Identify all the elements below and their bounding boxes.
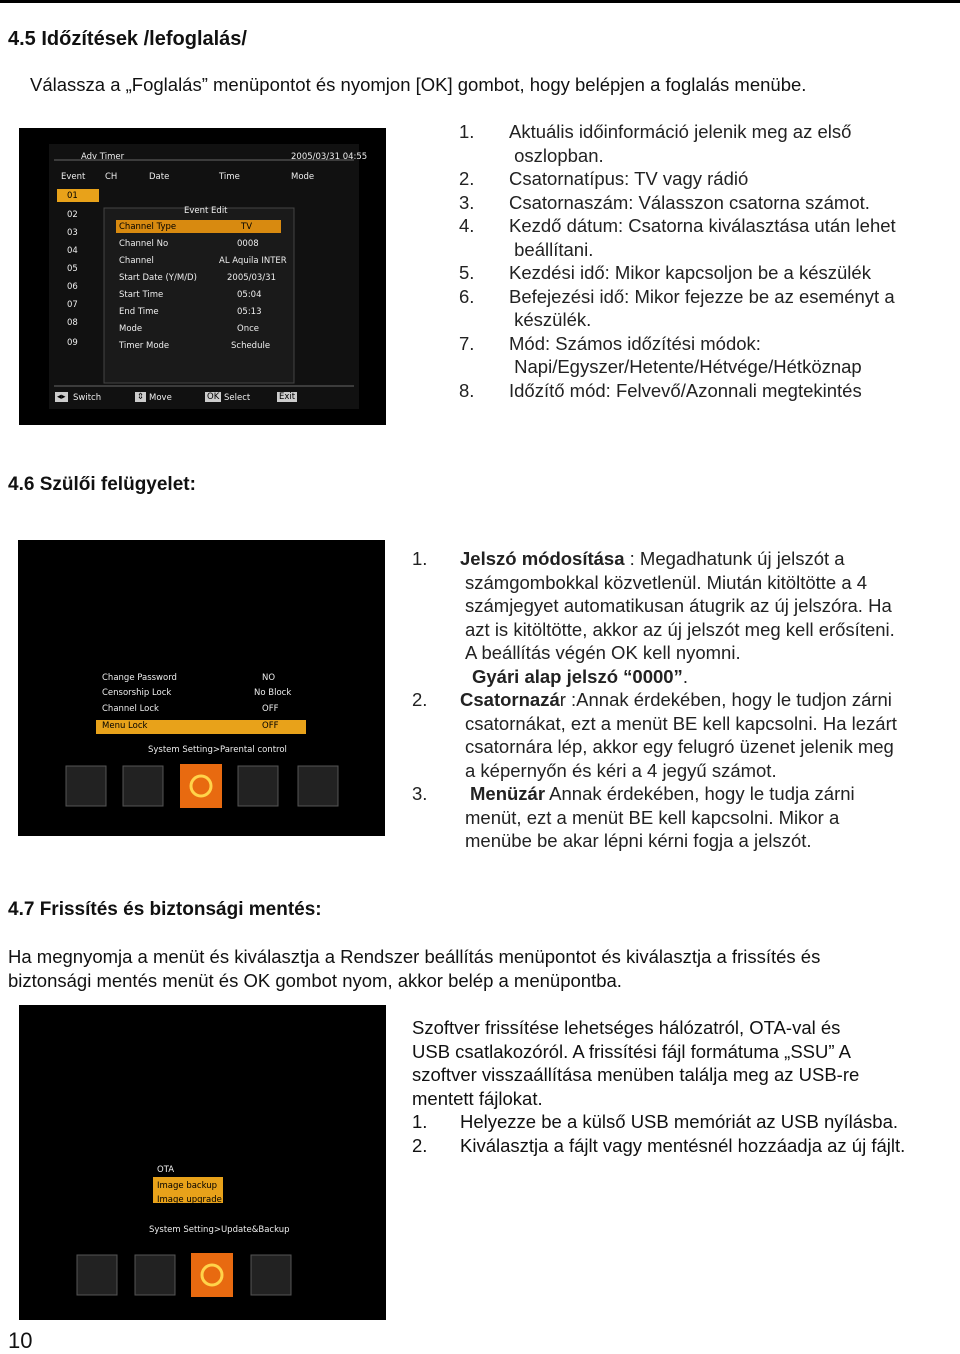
list-item: 2. Kiválasztja a fájlt vagy mentésnél hozzáadja az új fájlt. [412,1134,906,1156]
field-label[interactable]: Channel Type [119,222,177,232]
list-item: 3. Csatornaszám: Válasszon csatorna számot. [459,191,870,213]
event-row-03[interactable]: 03 [67,228,78,238]
list-item: 1. Helyezze be a külső USB memóriát az USB nyílásba. [412,1111,899,1132]
parental-row-label[interactable]: Menu Lock [102,721,148,731]
footer-switch: Switch [73,393,102,403]
col-date: Date [149,172,170,182]
switch-key-icon: ◂▸ [57,392,66,402]
field-label[interactable]: Timer Mode [119,341,170,351]
list-item: 3. Menüzár Annak érdekében, hogy le tudja zárni menüt, ezt a menüt BE kell kapcsolni. Mikor a menübe be akar lépni kérni fogja a jelszót. [412,783,855,851]
field-value[interactable]: AL Aquila INTER [219,256,287,266]
update-backup-screenshot [19,1005,386,1320]
update-screen-graphic [19,1005,386,1320]
event-row-06[interactable]: 06 [67,282,78,292]
parental-row-label[interactable]: Change Password [102,673,177,683]
parental-screen-graphic [18,540,385,836]
col-time: Time [219,172,240,182]
list-item: 6. Befejezési idő: Mikor fejezze be az eseményt a készülék. [459,285,895,330]
page-number: 10 [8,1328,33,1353]
footer-move: Move [149,393,172,403]
field-label[interactable]: Start Date (Y/M/D) [119,273,197,283]
parental-row-value[interactable]: OFF [262,721,279,731]
footer-select: Select [224,393,251,403]
parental-row-value[interactable]: OFF [262,704,279,714]
event-row-05[interactable]: 05 [67,264,78,274]
ok-key-icon: OK [207,392,220,402]
list-item: 7. Mód: Számos időzítési módok: Napi/Egyszer/Hetente/Hétvége/Hétköznap [459,332,862,377]
parental-row-label[interactable]: Censorship Lock [102,688,172,698]
field-value[interactable]: TV [241,222,253,232]
col-ch: CH [105,172,118,182]
field-label[interactable]: Start Time [119,290,164,300]
dialog-title: Event Edit [184,206,228,216]
field-label[interactable]: Channel No [119,239,169,249]
list-item: 8. Időzítő mód: Felvevő/Azonnali megtekintés [459,379,862,401]
event-row-01[interactable]: 01 [67,191,78,201]
list-item: 2. Csatornazár :Annak érdekében, hogy le tudjon zárni csatornákat, ezt a menüt BE kell kapcsolni. Ha lezárt csatornára lép, akkor egy felugró üzenet jelenik meg a képernyőn és kéri a 4 jegyű számot. [412,689,897,781]
field-label[interactable]: Mode [119,324,143,334]
field-label[interactable]: End Time [119,307,159,317]
list-item: 4. Kezdő dátum: Csatorna kiválasztása után lehet beállítani. [459,215,896,260]
update-row[interactable]: Image upgrade [157,1195,222,1205]
list-item: 2. Csatornatípus: TV vagy rádió [459,168,749,189]
col-event: Event [61,172,86,182]
top-rule [0,0,960,3]
field-value[interactable]: Once [237,324,259,334]
field-value[interactable]: 2005/03/31 [227,273,276,283]
parental-control-screenshot [18,540,385,836]
list-item: 1. Jelszó módosítása : Megadhatunk új jelszót a számgombokkal közvetlenül. Miután kitöltötte a 4 számjegyet automatikusan átugrik az új jelszóra. Ha azt is kitöltötte, akkor az új jelszót meg kell erősíteni. A beállítás végén OK kell nyomni. Gyári alap jelszó “0000”. [412,548,895,687]
col-mode: Mode [291,172,315,182]
list-item: 5. Kezdési idő: Mikor kapcsoljon be a készülék [459,262,871,283]
section-4-5-intro: Válassza a „Foglalás” menüpontot és nyomjon [OK] gombot, hogy belépjen a foglalás menübe. [30,74,807,95]
event-row-09[interactable]: 09 [67,338,78,348]
section-4-6-title: 4.6 Szülői felügyelet: [8,474,196,495]
parental-list [412,547,952,853]
field-label[interactable]: Channel [119,256,154,266]
section-4-7-title: 4.7 Frissítés és biztonsági mentés: [8,899,322,920]
update-paragraph: Szoftver frissítése lehetséges hálózatról, OTA-val és USB csatlakozóról. A frissítési fájl formátuma „SSU” A szoftver visszaállítása menüben találja meg az USB-re mentett fájlokat. 1. Helyezze be a külső USB memóriát az USB nyílásba. 2. Kiválasztja a fájlt vagy mentésnél hozzáadja az új fájlt. [412,1016,957,1157]
adv-timer-screenshot [19,128,386,425]
event-row-04[interactable]: 04 [67,246,78,256]
event-row-08[interactable]: 08 [67,318,78,328]
update-row[interactable]: Image backup [157,1181,218,1191]
timer-datetime: 2005/03/31 04:55 [291,152,368,162]
section-4-7-intro: Ha megnyomja a menüt és kiválasztja a Rendszer beállítás menüpontot és kiválasztja a frissítés és biztonsági mentés menüt és OK gombot nyom, akkor belép a menüpontba. [8,946,821,991]
move-key-icon: ⇕ [137,392,145,402]
field-value[interactable]: 05:13 [237,307,262,317]
parental-breadcrumb: System Setting>Parental control [148,745,287,755]
exit-key-icon: Exit [279,392,296,402]
list-item: 1. Aktuális időinformáció jelenik meg az első oszlopban. [459,121,852,166]
parental-row-label[interactable]: Channel Lock [102,704,159,714]
timer-feature-list [459,120,954,402]
field-value[interactable]: 0008 [237,239,259,249]
section-4-5-title: 4.5 Időzítések /lefoglalás/ [8,28,247,50]
parental-row-value[interactable]: NO [262,673,276,683]
timer-title: Adv Timer [81,152,125,162]
event-row-07[interactable]: 07 [67,300,78,310]
field-value[interactable]: 05:04 [237,290,262,300]
field-value[interactable]: Schedule [231,341,271,351]
parental-row-value[interactable]: No Block [254,688,292,698]
update-breadcrumb: System Setting>Update&Backup [149,1225,290,1235]
event-row-02[interactable]: 02 [67,210,78,220]
update-row[interactable]: OTA [157,1165,175,1175]
